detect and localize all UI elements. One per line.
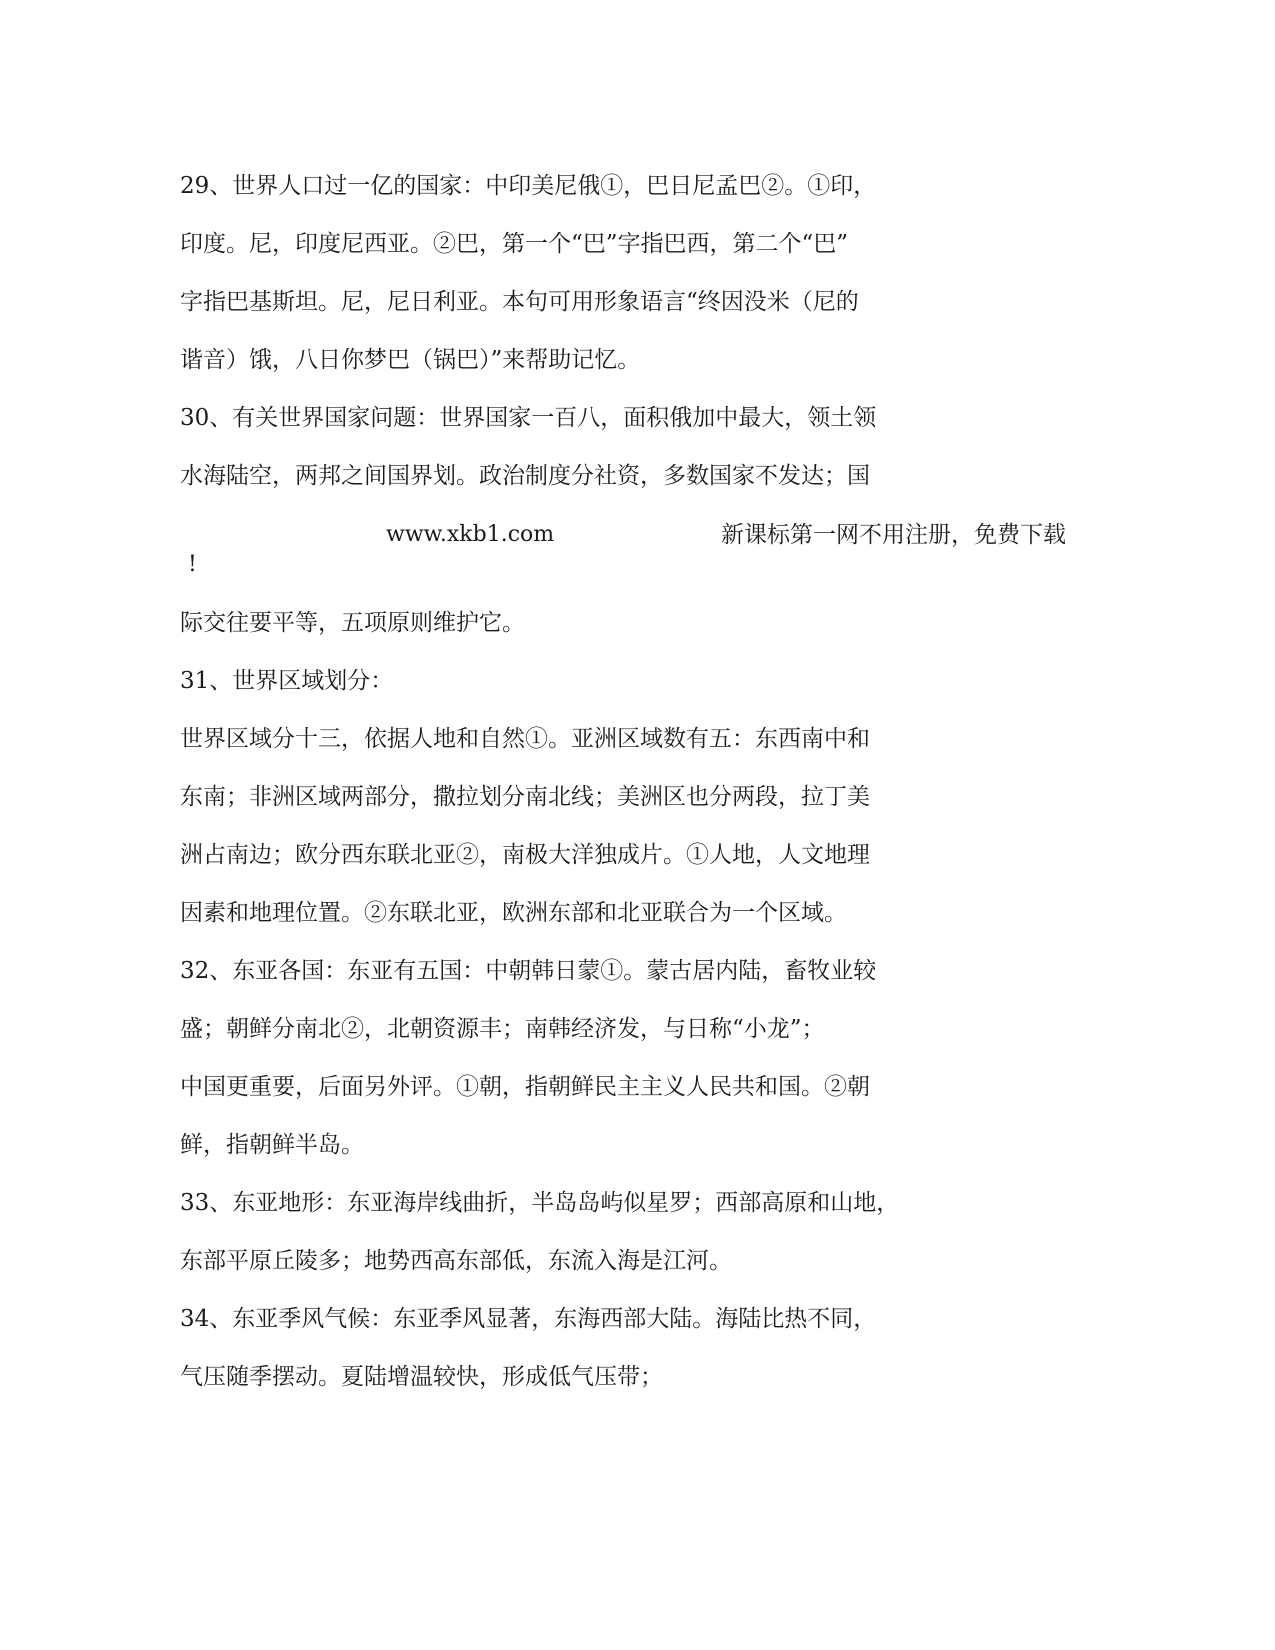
text-line: 字指巴基斯坦。尼，尼日利亚。本句可用形象语言“终因没米（尼的 [180, 289, 859, 315]
watermark-url: www.xkb1.com [386, 522, 555, 547]
text-line: 鲜，指朝鲜半岛。 [180, 1132, 364, 1158]
text-line: 29、世界人口过一亿的国家：中印美尼俄①，巴日尼孟巴②。①印， [180, 173, 877, 199]
text-line: 33、东亚地形：东亚海岸线曲折，半岛岛屿似星罗；西部高原和山地， [180, 1190, 900, 1216]
text-line: 31、世界区域划分： [180, 668, 394, 694]
text-line: 谐音）饿，八日你梦巴（锅巴）”来帮助记忆。 [180, 347, 641, 373]
text-line: 盛；朝鲜分南北②，北朝资源丰；南韩经济发，与日称“小龙”； [180, 1016, 825, 1042]
text-line: 34、东亚季风气候：东亚季风显著，东海西部大陆。海陆比热不同， [180, 1306, 877, 1332]
text-line: 中国更重要，后面另外评。①朝，指朝鲜民主主义人民共和国。②朝 [180, 1074, 870, 1100]
text-line: 水海陆空，两邦之间国界划。政治制度分社资，多数国家不发达；国 [180, 463, 870, 489]
text-line: 际交往要平等，五项原则维护它。 [180, 610, 525, 636]
text-line: 东部平原丘陵多；地势西高东部低，东流入海是江河。 [180, 1248, 732, 1274]
text-line: 印度。尼，印度尼西亚。②巴，第一个“巴”字指巴西，第二个“巴” [180, 231, 849, 257]
text-line: 东南；非洲区域两部分，撒拉划分南北线；美洲区也分两段，拉丁美 [180, 784, 870, 810]
watermark-slogan: 新课标第一网不用注册，免费下载 [721, 522, 1066, 548]
text-line: 气压随季摆动。夏陆增温较快，形成低气压带； [180, 1364, 663, 1390]
text-line: 洲占南边；欧分西东联北亚②，南极大洋独成片。①人地，人文地理 [180, 842, 870, 868]
watermark-exclamation: ! [188, 552, 197, 577]
text-line: 因素和地理位置。②东联北亚，欧洲东部和北亚联合为一个区域。 [180, 900, 847, 926]
text-line: 30、有关世界国家问题：世界国家一百八，面积俄加中最大，领土领 [180, 405, 877, 431]
text-line: 32、东亚各国：东亚有五国：中朝韩日蒙①。蒙古居内陆，畜牧业较 [180, 958, 877, 984]
text-line: 世界区域分十三，依据人地和自然①。亚洲区域数有五：东西南中和 [180, 726, 870, 752]
